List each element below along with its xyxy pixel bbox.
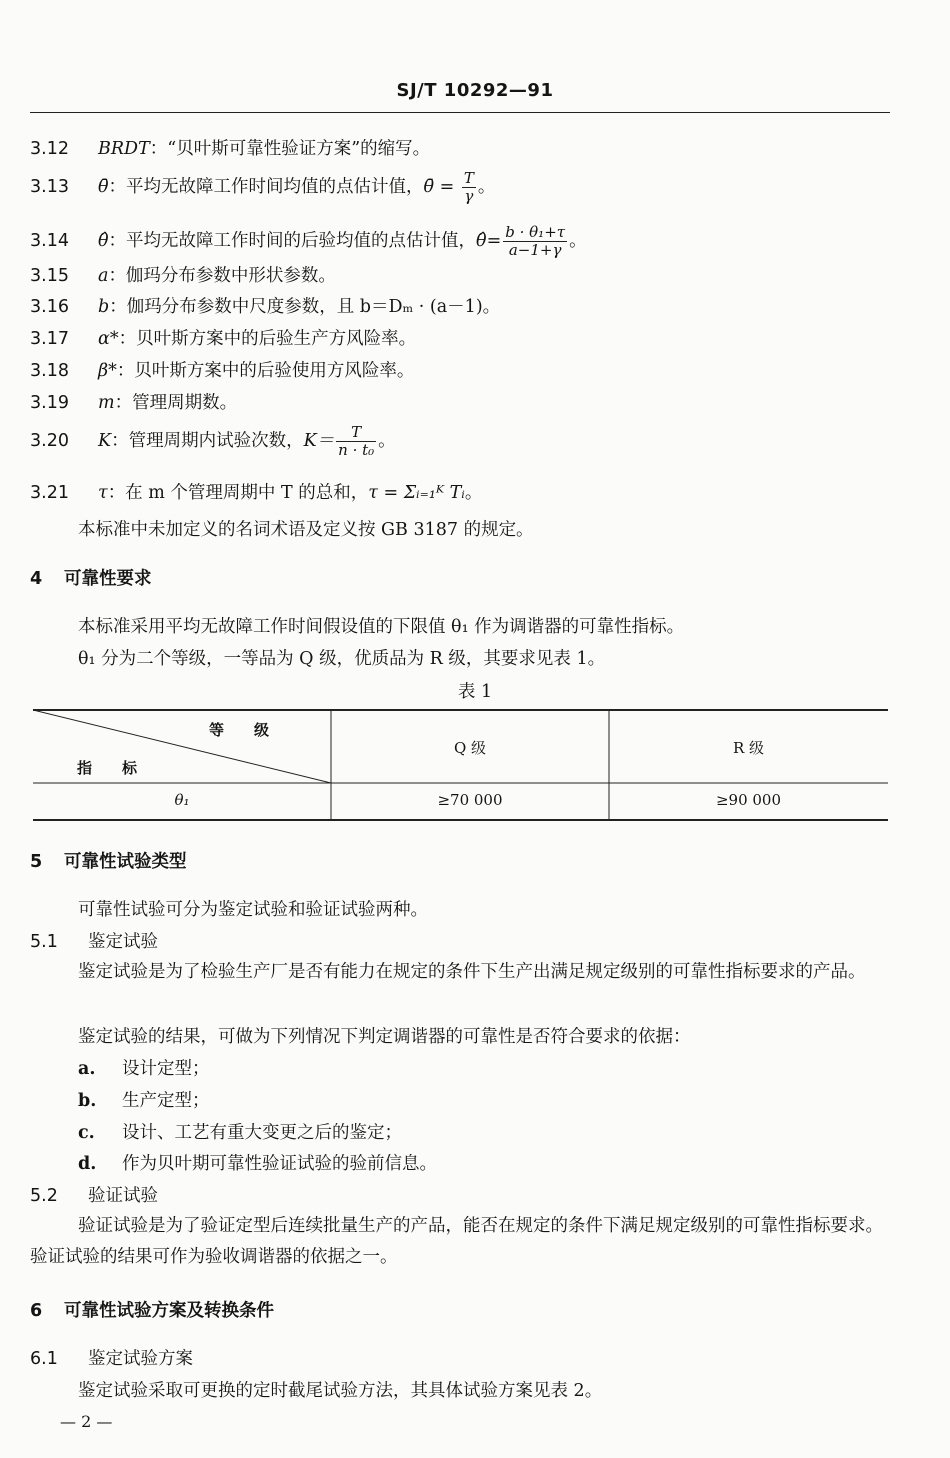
section-5-1-heading: 5.1 鉴定试验 bbox=[30, 932, 158, 952]
col-header-q: Q 级 bbox=[453, 739, 487, 757]
cell-q-value: ≥70 000 bbox=[437, 791, 503, 809]
section-6-1-heading: 6.1 鉴定试验方案 bbox=[30, 1349, 193, 1369]
definition-3-13: 3.13 θ̄：平均无故障工作时间均值的点估计值，θ̄ = $\frac{T}{\gamma}$ 。 bbox=[30, 169, 496, 205]
section-4-heading: 4 可靠性要求 bbox=[30, 569, 152, 589]
sum-formula: τ = Σᵢ₌₁ᴷ Tᵢ bbox=[368, 483, 465, 503]
definition-3-16: 3.16 b：伽玛分布参数中尺度参数，且 b＝Dₘ · (a－1)。 bbox=[30, 297, 501, 317]
fraction: $\frac{T}{\gamma}$ bbox=[463, 169, 474, 205]
list-item-c: c. 设计、工艺有重大变更之后的鉴定； bbox=[78, 1123, 402, 1143]
definition-3-19: 3.19 m：管理周期数。 bbox=[30, 393, 238, 413]
standard-code: SJ/T 10292—91 bbox=[396, 80, 554, 101]
section-6-heading: 6 可靠性试验方案及转换条件 bbox=[30, 1301, 274, 1321]
section-5-1-para-1: 鉴定试验是为了检验生产厂是否有能力在规定的条件下生产出满足规定级别的可靠性指标要求的产品。 bbox=[78, 962, 866, 982]
definition-3-12: 3.12 BRDT：“贝叶斯可靠性验证方案”的缩写。 bbox=[30, 139, 431, 159]
fraction: $\frac{T}{\text{n · t₀}}$ bbox=[338, 423, 375, 459]
list-item-b: b. 生产定型； bbox=[78, 1091, 210, 1111]
section-5-intro: 可靠性试验可分为鉴定试验和验证试验两种。 bbox=[78, 900, 428, 920]
term: BRDT bbox=[98, 139, 150, 159]
section-5-1-para-2: 鉴定试验的结果，可做为下列情况下判定调谐器的可靠性是否符合要求的依据： bbox=[78, 1027, 691, 1047]
definition-3-15: 3.15 a：伽玛分布参数中形状参数。 bbox=[30, 266, 336, 286]
formula-lhs: θ̄ = bbox=[423, 177, 455, 197]
table-1 bbox=[33, 709, 888, 821]
diag-header-grade: 等 级 bbox=[209, 721, 270, 739]
diag-header-indicator: 指 标 bbox=[77, 759, 138, 777]
table-1-caption: 表 1 bbox=[457, 682, 493, 702]
page-number: — 2 — bbox=[60, 1412, 113, 1431]
section-5-2-para-1: 验证试验是为了验证定型后连续批量生产的产品，能否在规定的条件下满足规定级别的可靠性指标要求。验证试验的结果可作为验收调谐器的依据之一。 bbox=[30, 1216, 883, 1267]
formula-lhs: θ̂= bbox=[476, 231, 502, 251]
section-6-1-para-1: 鉴定试验采取可更换的定时截尾试验方法，其具体试验方案见表 2。 bbox=[78, 1381, 603, 1401]
section-4-para-2: θ₁ 分为二个等级，一等品为 Q 级，优质品为 R 级，其要求见表 1。 bbox=[78, 649, 606, 669]
list-item-a: a. 设计定型； bbox=[78, 1059, 210, 1079]
definition-3-14: 3.14 θ̂：平均无故障工作时间的后验均值的点估计值，θ̂= $\frac{\text{b · θ₁+τ}}{a-1+\gamma}$ 。 bbox=[30, 223, 587, 259]
definitions-note: 本标准中未加定义的名词术语及定义按 GB 3187 的规定。 bbox=[78, 520, 534, 540]
fraction: $\frac{\text{b · θ₁+τ}}{a-1+\gamma}$ bbox=[505, 223, 566, 259]
definition-3-21: 3.21 τ：在 m 个管理周期中 T 的总和，τ = Σᵢ₌₁ᴷ Tᵢ。 bbox=[30, 483, 483, 503]
definition-3-20: 3.20 K：管理周期内试验次数，K＝ $\frac{T}{\text{n · t₀}}$ 。 bbox=[30, 423, 396, 459]
cell-r-value: ≥90 000 bbox=[715, 791, 782, 809]
section-5-2-heading: 5.2 验证试验 bbox=[30, 1186, 158, 1206]
section-5-heading: 5 可靠性试验类型 bbox=[30, 852, 187, 872]
section-4-para-1: 本标准采用平均无故障工作时间假设值的下限值 θ₁ 作为调谐器的可靠性指标。 bbox=[78, 617, 685, 637]
definition-3-17: 3.17 α*：贝叶斯方案中的后验生产方风险率。 bbox=[30, 329, 417, 349]
row-label-theta1: θ₁ bbox=[174, 791, 190, 809]
list-item-d: d. 作为贝叶期可靠性验证试验的验前信息。 bbox=[78, 1154, 437, 1174]
header-rule bbox=[30, 112, 890, 113]
definition-3-18: 3.18 β*：贝叶斯方案中的后验使用方风险率。 bbox=[30, 361, 415, 381]
col-header-r: R 级 bbox=[732, 739, 765, 757]
formula-lhs: K＝ bbox=[303, 431, 335, 451]
